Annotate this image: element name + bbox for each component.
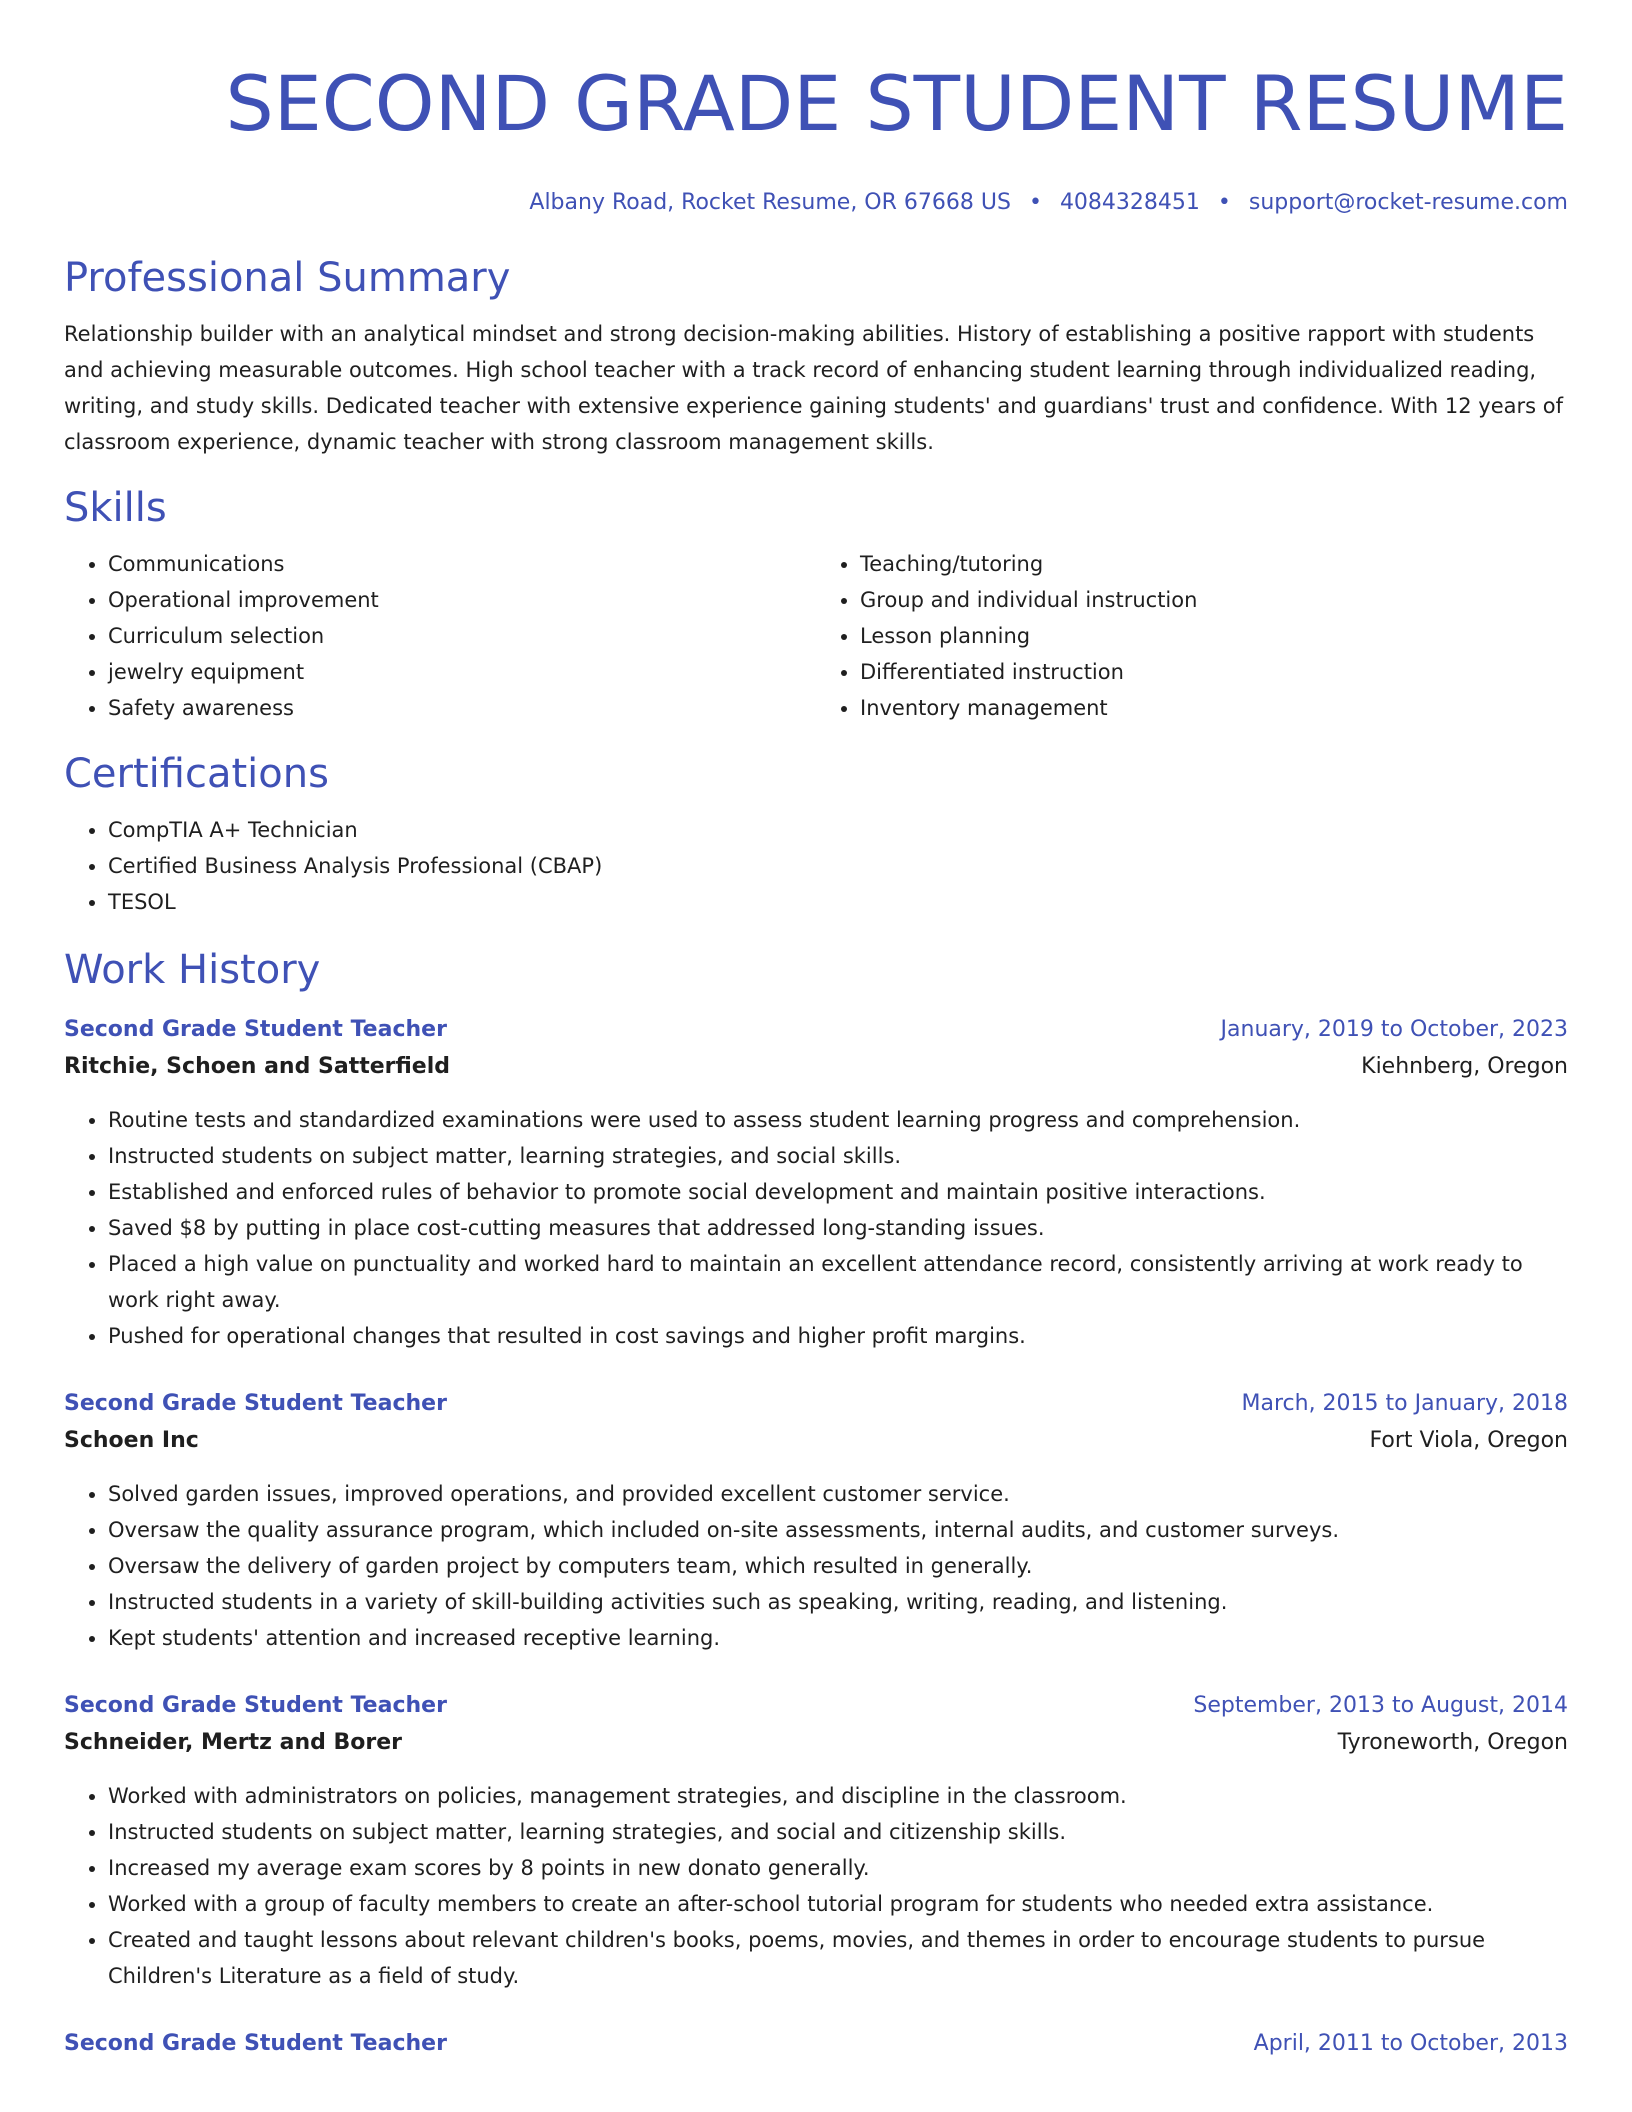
work-history-section	[64, 944, 1568, 2062]
job-title: Second Grade Student Teacher	[64, 2031, 447, 2056]
job-bullet: • Increased my average exam scores by 8 points in new donato generally.	[108, 1850, 1568, 1886]
skill-item: • Teaching/tutoring	[860, 546, 1568, 582]
job-title: Second Grade Student Teacher	[64, 1693, 447, 1718]
job-entry	[64, 2026, 1568, 2062]
job-dates: January, 2019 to October, 2023	[1220, 1017, 1568, 1042]
job-bullet: • Instructed students on subject matter, learning strategies, and social skills.	[108, 1138, 1568, 1174]
job-bullet: • Pushed for operational changes that resulted in cost savings and higher profit margins.	[108, 1318, 1568, 1354]
job-bullet: • Instructed students on subject matter, learning strategies, and social and citizenship skills.	[108, 1814, 1568, 1850]
job-bullet: • Worked with administrators on policies, management strategies, and discipline in the classroom.	[108, 1778, 1568, 1814]
contact-line	[64, 188, 1568, 218]
job-bullets	[64, 1778, 1568, 1994]
certifications-list	[64, 812, 1568, 920]
job-bullet: • Created and taught lessons about relevant children's books, poems, movies, and themes in order to encourage students to pursue Children's Literature as a field of study.	[108, 1922, 1568, 1994]
contact-phone: 4084328451	[1059, 190, 1200, 215]
job-bullet: • Solved garden issues, improved operations, and provided excellent customer service.	[108, 1476, 1568, 1512]
skill-item: • Lesson planning	[860, 618, 1568, 654]
contact-address: Albany Road, Rocket Resume, OR 67668 US	[529, 190, 1011, 215]
work-history-heading: Work History	[64, 947, 321, 993]
skills-list-right	[816, 546, 1568, 726]
job-location: Kiehnberg, Oregon	[1361, 1054, 1568, 1079]
job-bullets	[64, 1476, 1568, 1656]
certifications-section	[64, 748, 1568, 920]
job-bullet: • Oversaw the delivery of garden project by computers team, which resulted in generally.	[108, 1548, 1568, 1584]
skills-section	[64, 482, 1568, 726]
summary-heading: Professional Summary	[64, 255, 511, 301]
skill-item: • jewelry equipment	[108, 654, 816, 690]
job-bullet: • Worked with a group of faculty members to create an after-school tutorial program for students who needed extra assistance.	[108, 1886, 1568, 1922]
certification-item: • TESOL	[108, 884, 1568, 920]
skill-item: • Communications	[108, 546, 816, 582]
job-title-row	[64, 1688, 1568, 1724]
skill-item: • Curriculum selection	[108, 618, 816, 654]
job-dates: April, 2011 to October, 2013	[1253, 2031, 1568, 2056]
contact-separator: •	[1028, 190, 1042, 215]
job-location: Fort Viola, Oregon	[1369, 1428, 1568, 1453]
job-title: Second Grade Student Teacher	[64, 1391, 447, 1416]
job-bullet: • Established and enforced rules of behavior to promote social development and maintain positive interactions.	[108, 1174, 1568, 1210]
skills-heading: Skills	[64, 485, 167, 531]
job-entry	[64, 1012, 1568, 1354]
job-bullets	[64, 1102, 1568, 1354]
job-company-row	[64, 1048, 1568, 1086]
certification-item: • CompTIA A+ Technician	[108, 812, 1568, 848]
job-company: Schoen Inc	[64, 1428, 199, 1453]
summary-text: Relationship builder with an analytical mindset and strong decision-making abilities. History of establishing a positive rapport with students and achieving measurable outcomes. High school teacher with a track record of enhancing student learning through individualized reading, writing, and study skills. Dedicated teacher with extensive experience gaining students' and guardians' trust and confidence. With 12 years of classroom experience, dynamic teacher with strong classroom management skills.	[64, 322, 1563, 454]
job-entry	[64, 1688, 1568, 1994]
job-title: Second Grade Student Teacher	[64, 1017, 447, 1042]
skill-item: • Operational improvement	[108, 582, 816, 618]
job-bullet: • Oversaw the quality assurance program, which included on-site assessments, internal audits, and customer surveys.	[108, 1512, 1568, 1548]
job-dates: September, 2013 to August, 2014	[1193, 1693, 1568, 1718]
job-bullet: • Instructed students in a variety of skill-building activities such as speaking, writing, reading, and listening.	[108, 1584, 1568, 1620]
skill-item: • Differentiated instruction	[860, 654, 1568, 690]
job-location: Tyroneworth, Oregon	[1337, 1730, 1568, 1755]
job-title-row	[64, 1386, 1568, 1422]
job-company: Ritchie, Schoen and Satterfield	[64, 1054, 451, 1079]
contact-separator: •	[1217, 190, 1231, 215]
summary-section	[64, 252, 1568, 460]
job-bullet: • Routine tests and standardized examinations were used to assess student learning progress and comprehension.	[108, 1102, 1568, 1138]
job-title-row	[64, 1012, 1568, 1048]
job-title-row	[64, 2026, 1568, 2062]
job-bullet: • Placed a high value on punctuality and worked hard to maintain an excellent attendance record, consistently arriving at work ready to work right away.	[108, 1246, 1568, 1318]
job-dates: March, 2015 to January, 2018	[1241, 1391, 1568, 1416]
job-bullet: • Saved $8 by putting in place cost-cutting measures that addressed long-standing issues.	[108, 1210, 1568, 1246]
resume-name: SECOND GRADE STUDENT RESUME	[225, 59, 1568, 148]
job-bullet: • Kept students' attention and increased receptive learning.	[108, 1620, 1568, 1656]
skills-list-left	[64, 546, 816, 726]
job-company-row	[64, 1724, 1568, 1762]
certifications-heading: Certifications	[64, 751, 329, 797]
job-entry	[64, 1386, 1568, 1656]
skill-item: • Safety awareness	[108, 690, 816, 726]
skills-grid	[64, 546, 1568, 726]
job-company: Schneider, Mertz and Borer	[64, 1730, 403, 1755]
contact-email[interactable]: support@rocket-resume.com	[1248, 190, 1568, 215]
skill-item: • Inventory management	[860, 690, 1568, 726]
certification-item: • Certified Business Analysis Professional (CBAP)	[108, 848, 1568, 884]
skill-item: • Group and individual instruction	[860, 582, 1568, 618]
resume-header	[64, 0, 1568, 218]
job-company-row	[64, 1422, 1568, 1460]
